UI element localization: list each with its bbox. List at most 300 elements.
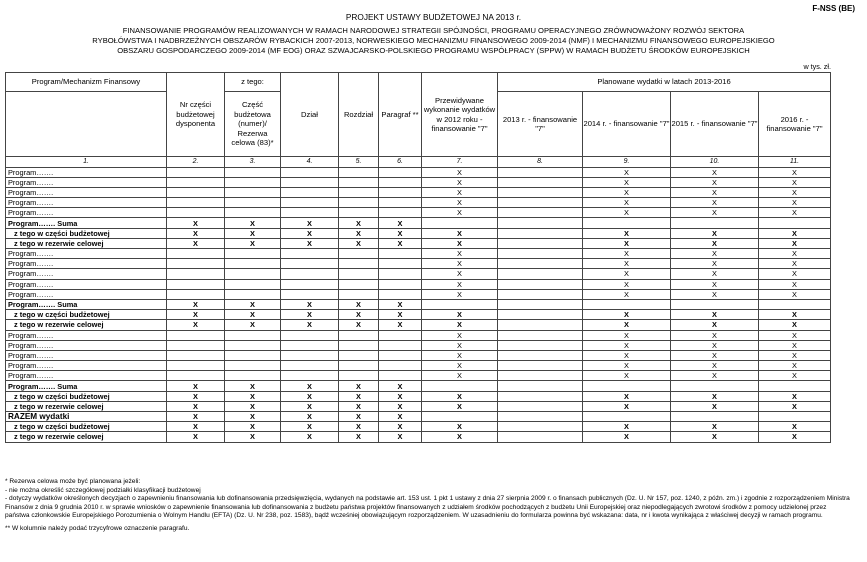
table-cell: [583, 412, 671, 422]
table-cell: X: [379, 432, 422, 442]
table-cell: [339, 198, 379, 208]
table-cell: [281, 361, 339, 371]
table-cell: X: [422, 198, 498, 208]
column-number: 8.: [498, 157, 583, 168]
table-cell: [281, 208, 339, 218]
table-cell: [167, 279, 225, 289]
table-cell: [498, 177, 583, 187]
table-cell: [379, 167, 422, 177]
table-cell: [339, 208, 379, 218]
table-cell: [339, 330, 379, 340]
table-cell: X: [422, 422, 498, 432]
table-cell: X: [671, 238, 759, 248]
footnote: - dotyczy wydatków określonych decyzjach o zapewnieniu finansowania lub dofinansowania przedsięwzięcia, wydanych na podstawie art. 153 ust. 1 pkt 1 ustawy z dnia 27 sierpnia 2009 r. o finansach publicznych (Dz. U. Nr 157, poz. 1240, z późn. zm.) i zgodnie z rozporządzeniem Ministra Finansów z dnia 9 grudnia 2010 r. w sprawie wniosków o zapewnienie finansowania lub dofinansowania z budżetu państwa projektów finansowanych z udziałem środków pochodzących z budżetu Unii Europejskiej oraz niepodlegających zwrotowi środków z pomocy udzielonej przez państwa członkowskie Europejskiego Porozumienia o Wolnym Handlu (EFTA) (Dz. U. Nr 238, poz. 1583), bądź wcześniej obowiązującym rozporządzeniem. W uzasadnieniu do formularza powinna być wskazana: data, nr i kwota wynikająca z właściwej decyzji w ramach programu.: [5, 495, 850, 520]
table-cell: X: [759, 259, 831, 269]
row-label: z tego w rezerwie celowej: [6, 320, 167, 330]
table-cell: X: [339, 320, 379, 330]
table-cell: [379, 208, 422, 218]
table-cell: X: [225, 401, 281, 411]
table-cell: X: [422, 310, 498, 320]
table-cell: X: [583, 187, 671, 197]
table-cell: X: [671, 228, 759, 238]
row-label: Program…….: [6, 208, 167, 218]
table-cell: X: [281, 432, 339, 442]
table-cell: [498, 228, 583, 238]
table-cell: [225, 269, 281, 279]
row-label: z tego w części budżetowej: [6, 310, 167, 320]
table-row: [6, 412, 831, 422]
table-cell: X: [671, 259, 759, 269]
table-cell: [167, 198, 225, 208]
table-cell: X: [225, 228, 281, 238]
table-cell: [498, 187, 583, 197]
table-cell: [281, 167, 339, 177]
header-2015: 2015 r. - finansowanie "7": [671, 92, 759, 157]
table-cell: X: [671, 361, 759, 371]
table-cell: X: [422, 177, 498, 187]
table-cell: [759, 381, 831, 391]
row-label: z tego w rezerwie celowej: [6, 401, 167, 411]
table-row: [6, 432, 831, 442]
table-cell: X: [422, 249, 498, 259]
table-cell: X: [671, 279, 759, 289]
table-cell: X: [583, 320, 671, 330]
table-cell: X: [225, 320, 281, 330]
header-program: Program/Mechanizm Finansowy: [6, 73, 167, 92]
table-cell: [498, 412, 583, 422]
table-cell: [422, 218, 498, 228]
table-cell: X: [759, 361, 831, 371]
table-cell: [167, 269, 225, 279]
table-cell: X: [759, 432, 831, 442]
table-cell: [498, 391, 583, 401]
table-cell: X: [225, 310, 281, 320]
table-row: [6, 289, 831, 299]
table-cell: X: [759, 391, 831, 401]
table-cell: [167, 361, 225, 371]
table-cell: X: [422, 167, 498, 177]
header-paragraf: Paragraf **: [379, 73, 422, 157]
table-cell: X: [339, 422, 379, 432]
table-cell: X: [167, 218, 225, 228]
table-cell: X: [671, 187, 759, 197]
table-cell: [339, 361, 379, 371]
table-cell: X: [379, 320, 422, 330]
table-cell: X: [225, 391, 281, 401]
table-cell: X: [759, 350, 831, 360]
table-cell: X: [422, 432, 498, 442]
table-row: [6, 198, 831, 208]
table-cell: X: [379, 412, 422, 422]
column-number: 10.: [671, 157, 759, 168]
table-cell: X: [671, 371, 759, 381]
table-cell: [281, 269, 339, 279]
table-cell: X: [759, 238, 831, 248]
table-cell: X: [422, 340, 498, 350]
table-cell: [379, 177, 422, 187]
table-cell: X: [583, 422, 671, 432]
table-cell: [498, 208, 583, 218]
table-cell: X: [671, 422, 759, 432]
table-cell: X: [422, 320, 498, 330]
header-2014: 2014 r. - finansowanie "7": [583, 92, 671, 157]
table-cell: [498, 401, 583, 411]
table-cell: X: [339, 218, 379, 228]
table-cell: X: [583, 432, 671, 442]
table-cell: X: [759, 177, 831, 187]
row-label: Program…….: [6, 198, 167, 208]
table-cell: X: [379, 310, 422, 320]
row-label: Program……. Suma: [6, 218, 167, 228]
table-cell: [379, 361, 422, 371]
row-label: RAZEM wydatki: [6, 412, 167, 422]
table-cell: [167, 249, 225, 259]
table-cell: [498, 330, 583, 340]
table-cell: [422, 299, 498, 309]
table-row: [6, 371, 831, 381]
column-number: 5.: [339, 157, 379, 168]
table-cell: [281, 371, 339, 381]
table-cell: X: [422, 279, 498, 289]
table-cell: [281, 187, 339, 197]
column-number: 3.: [225, 157, 281, 168]
table-row: [6, 422, 831, 432]
table-cell: [167, 187, 225, 197]
table-cell: X: [422, 228, 498, 238]
table-cell: [167, 208, 225, 218]
table-cell: [339, 350, 379, 360]
table-cell: X: [759, 279, 831, 289]
table-row: [6, 310, 831, 320]
header-przewidywane: Przewidywane wykonanie wydatków w 2012 roku - finansowanie "7": [422, 73, 498, 157]
table-cell: X: [583, 228, 671, 238]
table-cell: X: [671, 350, 759, 360]
table-cell: [498, 198, 583, 208]
table-cell: [281, 350, 339, 360]
table-cell: [498, 310, 583, 320]
table-cell: [498, 320, 583, 330]
table-cell: X: [379, 422, 422, 432]
table-cell: X: [759, 422, 831, 432]
table-cell: X: [281, 391, 339, 401]
column-number: 2.: [167, 157, 225, 168]
table-cell: [583, 381, 671, 391]
table-cell: X: [671, 167, 759, 177]
table-cell: [225, 187, 281, 197]
table-cell: X: [759, 187, 831, 197]
table-row: [6, 320, 831, 330]
table-cell: [167, 340, 225, 350]
table-cell: [281, 330, 339, 340]
table-cell: [167, 350, 225, 360]
table-cell: [379, 279, 422, 289]
header-z-tego: z tego:: [225, 73, 281, 92]
table-cell: X: [583, 259, 671, 269]
table-cell: [498, 167, 583, 177]
table-cell: [339, 187, 379, 197]
table-cell: X: [583, 167, 671, 177]
table-cell: X: [583, 208, 671, 218]
table-cell: X: [422, 269, 498, 279]
footnote: ** W kolumnie należy podać trzycyfrowe oznaczenie paragrafu.: [5, 524, 190, 532]
table-cell: X: [671, 208, 759, 218]
table-cell: X: [759, 340, 831, 350]
table-cell: X: [422, 361, 498, 371]
table-cell: [498, 299, 583, 309]
table-cell: [281, 279, 339, 289]
header-program-cont: [6, 92, 167, 157]
table-cell: X: [422, 350, 498, 360]
form-code: F-NSS (BE): [812, 4, 855, 13]
document-subtitle: [0, 26, 867, 56]
table-cell: [339, 279, 379, 289]
table-cell: X: [671, 198, 759, 208]
table-cell: X: [225, 238, 281, 248]
table-cell: X: [167, 228, 225, 238]
table-cell: X: [281, 238, 339, 248]
table-cell: [281, 177, 339, 187]
table-cell: X: [671, 330, 759, 340]
table-cell: X: [759, 228, 831, 238]
column-numbers-row: [6, 157, 831, 168]
subtitle-line: FINANSOWANIE PROGRAMÓW REALIZOWANYCH W RAMACH NARODOWEJ STRATEGII SPÓJNOŚCI, PROGRAMU OPERACYJNEGO ZRÓWNOWAŻONY ROZWÓJ SEKTORA: [122, 26, 745, 35]
row-label: Program…….: [6, 269, 167, 279]
table-cell: X: [281, 401, 339, 411]
table-row: [6, 167, 831, 177]
table-cell: [498, 218, 583, 228]
table-cell: X: [422, 259, 498, 269]
table-cell: X: [167, 238, 225, 248]
table-cell: [379, 249, 422, 259]
header-planowane: Planowane wydatki w latach 2013-2016: [498, 73, 831, 92]
table-cell: X: [583, 279, 671, 289]
table-row: [6, 350, 831, 360]
row-label: Program……. Suma: [6, 381, 167, 391]
header-rozdzial: Rozdział: [339, 73, 379, 157]
row-label: Program…….: [6, 350, 167, 360]
table-cell: [498, 381, 583, 391]
budget-table: [5, 72, 831, 443]
table-cell: [225, 340, 281, 350]
table-cell: X: [281, 299, 339, 309]
table-cell: X: [759, 330, 831, 340]
table-cell: [498, 279, 583, 289]
table-cell: X: [583, 330, 671, 340]
table-cell: [225, 167, 281, 177]
table-cell: [379, 289, 422, 299]
table-row: [6, 187, 831, 197]
footnote: - nie można określić szczegółowej podziałki klasyfikacji budżetowej: [5, 486, 201, 494]
table-cell: [225, 177, 281, 187]
table-cell: X: [167, 412, 225, 422]
row-label: Program…….: [6, 289, 167, 299]
table-cell: X: [671, 340, 759, 350]
table-cell: [281, 259, 339, 269]
row-label: Program…….: [6, 167, 167, 177]
table-cell: X: [759, 167, 831, 177]
table-cell: X: [281, 228, 339, 238]
column-number: 11.: [759, 157, 831, 168]
table-cell: X: [339, 228, 379, 238]
table-cell: [379, 371, 422, 381]
table-cell: [339, 259, 379, 269]
table-cell: X: [671, 249, 759, 259]
table-cell: X: [225, 422, 281, 432]
table-cell: [759, 412, 831, 422]
table-cell: [498, 361, 583, 371]
table-cell: [759, 299, 831, 309]
table-cell: [498, 371, 583, 381]
table-cell: [671, 412, 759, 422]
table-cell: X: [339, 299, 379, 309]
table-cell: [339, 269, 379, 279]
table-cell: [339, 177, 379, 187]
table-row: [6, 391, 831, 401]
table-row: [6, 340, 831, 350]
table-cell: X: [583, 249, 671, 259]
column-number: 4.: [281, 157, 339, 168]
table-cell: X: [422, 187, 498, 197]
row-label: z tego w części budżetowej: [6, 228, 167, 238]
table-cell: [225, 279, 281, 289]
header-2016: 2016 r. - finansowanie "7": [759, 92, 831, 157]
table-cell: [281, 198, 339, 208]
table-cell: [422, 412, 498, 422]
table-cell: [379, 269, 422, 279]
row-label: Program…….: [6, 177, 167, 187]
table-cell: X: [583, 269, 671, 279]
table-cell: X: [225, 299, 281, 309]
table-cell: [167, 371, 225, 381]
row-label: Program…….: [6, 259, 167, 269]
table-cell: [379, 350, 422, 360]
table-body: [6, 167, 831, 442]
table-cell: [167, 330, 225, 340]
table-cell: X: [422, 289, 498, 299]
table-cell: [225, 371, 281, 381]
table-cell: [281, 249, 339, 259]
table-cell: X: [167, 391, 225, 401]
table-cell: X: [583, 177, 671, 187]
table-cell: X: [583, 371, 671, 381]
table-cell: [339, 371, 379, 381]
table-cell: X: [759, 289, 831, 299]
table-row: [6, 249, 831, 259]
table-cell: X: [379, 381, 422, 391]
table-cell: [379, 198, 422, 208]
header-2013: 2013 r. - finansowanie "7": [498, 92, 583, 157]
table-row: [6, 177, 831, 187]
table-cell: X: [379, 238, 422, 248]
table-cell: X: [671, 401, 759, 411]
table-cell: X: [167, 422, 225, 432]
table-cell: X: [167, 432, 225, 442]
table-cell: X: [583, 198, 671, 208]
table-cell: X: [671, 432, 759, 442]
table-cell: [498, 422, 583, 432]
table-cell: X: [671, 310, 759, 320]
table-cell: [225, 208, 281, 218]
table-cell: X: [583, 310, 671, 320]
row-label: Program…….: [6, 187, 167, 197]
table-cell: [498, 432, 583, 442]
table-cell: X: [422, 401, 498, 411]
table-cell: X: [339, 381, 379, 391]
table-cell: X: [281, 412, 339, 422]
table-cell: X: [225, 218, 281, 228]
table-cell: X: [167, 401, 225, 411]
table-cell: X: [583, 350, 671, 360]
table-cell: [498, 289, 583, 299]
table-cell: X: [671, 269, 759, 279]
table-cell: [583, 299, 671, 309]
footnote: * Rezerwa celowa może być planowana jeżeli:: [5, 478, 141, 485]
table-cell: X: [281, 310, 339, 320]
table-cell: X: [339, 432, 379, 442]
table-cell: [422, 381, 498, 391]
table-cell: [379, 259, 422, 269]
document-title: PROJEKT USTAWY BUDŻETOWEJ NA 2013 r.: [345, 12, 522, 22]
table-cell: [379, 340, 422, 350]
table-cell: [379, 187, 422, 197]
table-cell: X: [379, 218, 422, 228]
table-cell: X: [422, 371, 498, 381]
table-cell: X: [281, 422, 339, 432]
row-label: Program…….: [6, 361, 167, 371]
table-row: [6, 361, 831, 371]
row-label: Program…….: [6, 340, 167, 350]
table-cell: X: [339, 310, 379, 320]
table-cell: X: [281, 320, 339, 330]
table-cell: X: [759, 371, 831, 381]
row-label: Program…….: [6, 249, 167, 259]
table-cell: [498, 259, 583, 269]
table-cell: [339, 289, 379, 299]
table-cell: X: [583, 340, 671, 350]
row-label: Program…….: [6, 330, 167, 340]
table-cell: X: [422, 208, 498, 218]
table-cell: [498, 269, 583, 279]
column-number: 6.: [379, 157, 422, 168]
table-cell: [167, 289, 225, 299]
header-czesc: Część budżetowa (numer)/ Rezerwa celowa (83)*: [225, 92, 281, 157]
table-cell: X: [583, 238, 671, 248]
subtitle-line: RYBOŁÓWSTWA I NADBRZEŻNYCH OBSZARÓW RYBACKICH 2007-2013, NORWESKIEGO MECHANIZMU FINANSOWEGO 2009-2014 (NMF) I MECHANIZMU FINANSOWEGO EUROPEJSKIEGO: [92, 36, 775, 45]
table-cell: X: [759, 198, 831, 208]
row-label: Program……. Suma: [6, 299, 167, 309]
table-cell: [167, 259, 225, 269]
table-cell: X: [583, 401, 671, 411]
table-cell: [498, 350, 583, 360]
subtitle-line: OBSZARU GOSPODARCZEGO 2009-2014 (MF EOG) ORAZ SZWAJCARSKO-POLSKIEGO PROGRAMU WSPÓŁPRACY (SPPW) W RAMACH BUDŻETU ŚRODKÓW EUROPEJSKICH: [117, 46, 750, 55]
table-row: [6, 330, 831, 340]
header-nr-czesci: Nr części budżetowej dysponenta: [167, 73, 225, 157]
table-cell: [498, 340, 583, 350]
table-cell: X: [339, 412, 379, 422]
table-cell: [225, 259, 281, 269]
row-label: z tego w rezerwie celowej: [6, 238, 167, 248]
table-cell: X: [167, 310, 225, 320]
row-label: Program…….: [6, 279, 167, 289]
table-cell: [339, 340, 379, 350]
table-cell: X: [225, 412, 281, 422]
table-cell: [671, 381, 759, 391]
table-cell: X: [583, 361, 671, 371]
header-dzial: Dział: [281, 73, 339, 157]
table-cell: X: [422, 330, 498, 340]
table-cell: X: [671, 289, 759, 299]
table-row: [6, 238, 831, 248]
